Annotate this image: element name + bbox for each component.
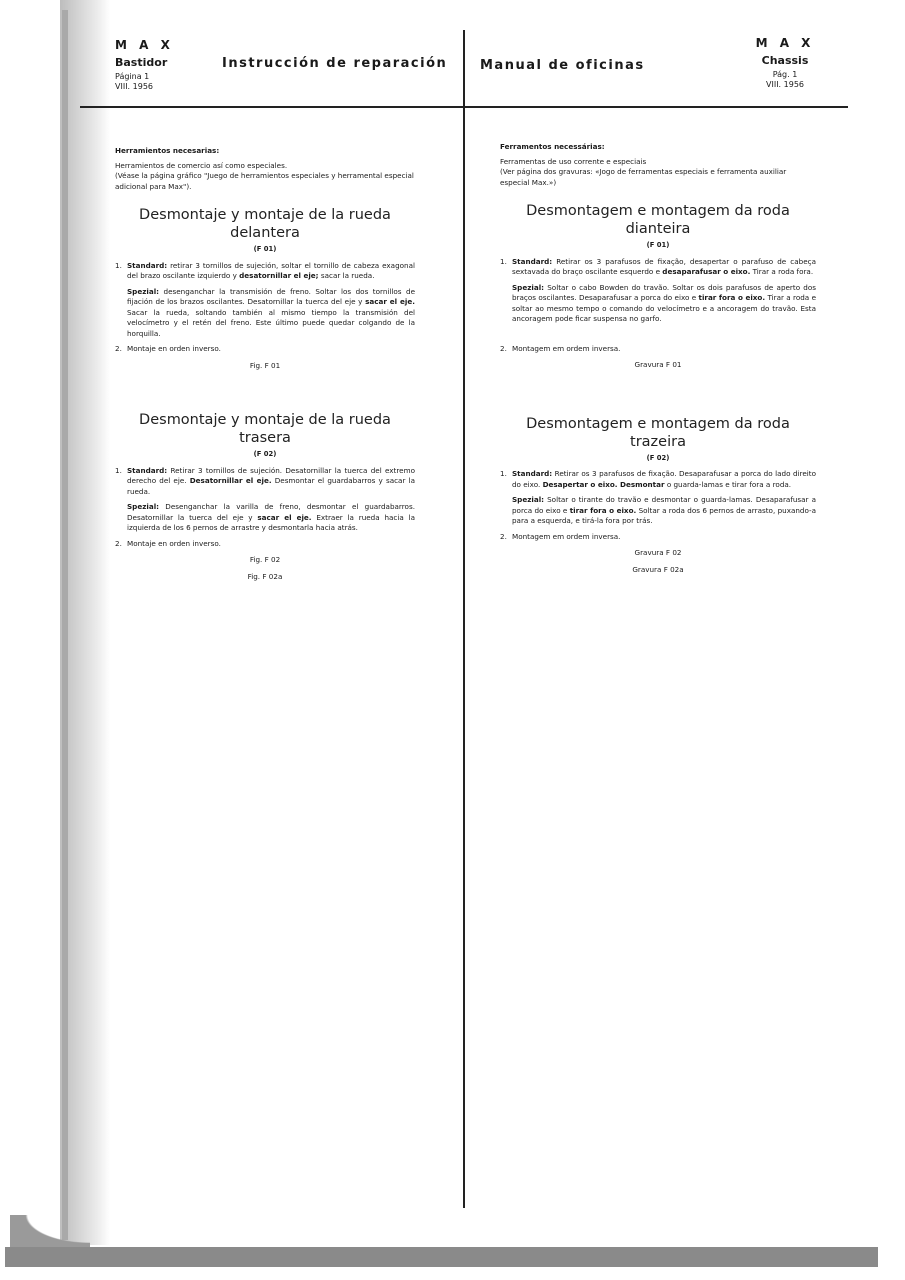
brand-right: M A X — [755, 36, 815, 50]
column-portuguese — [500, 142, 816, 575]
figure-caption: Fig. F 02a — [247, 571, 283, 581]
tools-text: Ferramentas de uso corrente e especiais — [500, 156, 647, 166]
header-title-right: Manual de oficinas — [480, 58, 645, 73]
page-number-right: Pág. 1 — [772, 70, 798, 79]
step-2: 2. Montaje en orden inverso. — [115, 344, 221, 353]
page-number-left: Página 1 — [115, 72, 150, 81]
column-spanish — [115, 146, 415, 582]
date-left: VIII. 1956 — [115, 82, 153, 91]
date-right: VIII. 1956 — [766, 80, 804, 89]
step-1: 1. Standard: Retirar os 3 parafusos de fixação. Desaparafusar a porca do lado direito do eixo. Desapertar o eixo. Desmontar o guarda-lamas e tirar fora a roda. Spezial: Soltar o tirante do travão e desmontar o guarda-lamas. Desaparafusar a porca do eixo e tirar fora o eixo. Soltar a roda dos 6 pernos de arrasto, puxando-a para a esquerda, e tirá-la fora por trás. — [500, 469, 817, 525]
figure-caption: Fig. F 01 — [249, 360, 281, 370]
step-1: 1. Standard: retirar 3 tornillos de sujeción, soltar el tornillo de cabeza exagonal del brazo oscilante izquierdo y desatornillar el eje; sacar la rueda. Spezial: desenganchar la transmisión de freno. Soltar los dos tornillos de fijación de los brazos oscilantes. Desatornillar la tuerca del eje y sacar el eje. Sacar la rueda, soltando también al mismo tiempo la transmisión del velocímetro y el retén del freno. Este último puede quedar colgando de la horquilla. — [115, 260, 415, 338]
model-right: Chassis — [761, 54, 809, 67]
figure-caption: Gravura F 02 — [634, 548, 682, 557]
figure-ref: (F 01) — [646, 241, 670, 249]
header-left-block — [115, 38, 174, 91]
header-rule-right — [465, 106, 848, 108]
section-title-front-wheel: Desmontagem e montagem da roda dianteira — [526, 203, 790, 237]
step-2: 2. Montagem em ordem inversa. — [500, 531, 621, 541]
figure-caption: Gravura F 02a — [632, 564, 684, 574]
section-title-front-wheel: Desmontaje y montaje de la rueda delantera — [139, 207, 391, 241]
step-1: 1. Standard: Retirar 3 tornillos de sujeción. Desatornillar la tuerca del extremo derecho del eje. Desatornillar el eje. Desmontar el guardabarros y sacar la rueda. Spezial: Desenganchar la varilla de freno, desmontar el guardabarros. Desatornillar la tuerca del eje y sacar el eje. Extraer la rueda hacia la izquierda de los 6 pernos de arrastre y desmontarla hacia atrás. — [115, 465, 415, 532]
page-divider — [463, 30, 465, 1208]
header-title-left: Instrucción de reparación — [222, 56, 448, 71]
header-right-block — [755, 36, 815, 89]
section-title-rear-wheel: Desmontaje y montaje de la rueda trasera — [139, 412, 391, 446]
tools-heading: Herramientos necesarias: — [115, 146, 220, 155]
model-left: Bastidor — [115, 56, 168, 69]
section-title-rear-wheel: Desmontagem e montagem da roda trazeira — [526, 415, 790, 450]
step-2: 2. Montagem em ordem inversa. — [500, 343, 621, 353]
scanner-bottom-edge — [5, 1247, 878, 1267]
step-1: 1. Standard: Retirar os 3 parafusos de fixação, desapertar o parafuso de cabeça sextavada do braço oscilante esquerdo e desaparafusar o eixo. Tirar a roda fora. Spezial: Soltar o cabo Bowden do travão. Soltar os dois parafusos de aperto dos braços oscilantes. Desaparafusar a porca do eixo e tirar fora o eixo. Tirar a roda e soltar ao mesmo tempo o comando do velocímetro e a ancoragem do travão. Esta ancoragem pode ficar suspensa no garfo. — [500, 256, 816, 323]
figure-ref: (F 01) — [253, 245, 277, 253]
step-2: 2. Montaje en orden inverso. — [115, 538, 221, 548]
binding-edge — [62, 10, 68, 1240]
brand-left: M A X — [115, 38, 174, 52]
figure-ref: (F 02) — [253, 450, 277, 458]
page-curl — [10, 1215, 90, 1250]
tools-note: (Véase la página gráfico "Juego de herramientos especiales y herramental especial adicional para Max"). — [115, 171, 414, 191]
figure-caption: Fig. F 02 — [249, 555, 281, 564]
figure-caption: Gravura F 01 — [634, 360, 682, 369]
header-rule-left — [80, 106, 463, 108]
tools-heading: Ferramentos necessárias: — [500, 142, 605, 151]
tools-note: (Ver página dos gravuras: «Jogo de ferramentas especiais e ferramenta auxiliar especial Max.») — [500, 167, 787, 187]
figure-ref: (F 02) — [646, 453, 670, 462]
tools-text: Herramientos de comercio así como especiales. — [115, 160, 288, 170]
